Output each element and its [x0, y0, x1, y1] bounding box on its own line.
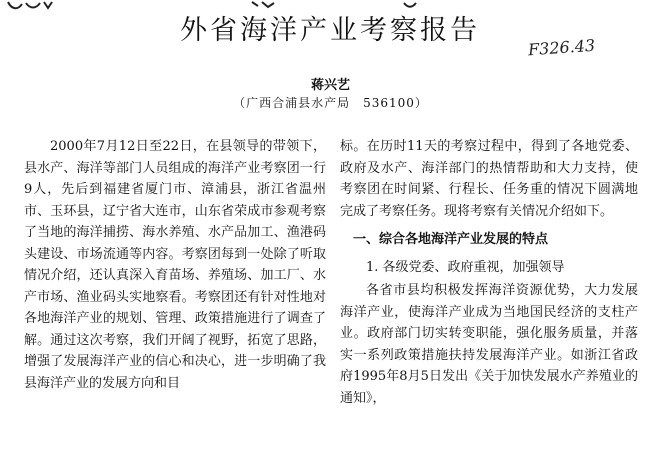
left-column — [24, 136, 326, 394]
handwritten-call-number: F326.43 — [527, 35, 596, 60]
article-title: 外省海洋产业考察报告 — [180, 15, 480, 46]
body-paragraph-1-start: 2000年7月12日至22日，在县领导的带领下，县水产、海洋等部门人员组成的海洋产业考察团一行9人，先后到福建省厦门市、漳浦县，浙江省温州市、玉环县，辽宁省大连市，山东省荣成市参观考察了当地的海洋捕捞、海水养殖、水产品加工、渔港码头建设、市场流通等内容。考察团每到一处除了听取情况介绍，还认真深入育苗场、养殖场、加工厂、水产市场、渔业码头实地察看。考察团还有针对性地对各地海洋产业的规划、管理、政策措施进行了调查了解。通过这次考察，我们开阔了视野，拓宽了思路，增强了发展海洋产业的信心和决心，进一步明确了我县海洋产业的发展方向和目 — [24, 139, 326, 391]
subsection-heading: 1. 各级党委、政府重视，加强领导 — [366, 259, 565, 275]
body-paragraph-1-end: 标。在历时11天的考察过程中，得到了各地党委、政府及水产、海洋部门的热情帮助和大力支持，使考察团在时间紧、行程长、任务重的情况下圆满地完成了考察任务。现将考察有关情况介绍如下。 — [340, 139, 638, 219]
body-paragraph-2: 各省市县均积极发挥海洋资源优势，大力发展海洋产业，使海洋产业成为当地国民经济的支柱产业。政府部门切实转变职能，强化服务质量，并落实一系列政策措施扶持发展海洋产业。如浙江省政府1995年8月5日发出《关于加快发展水产养殖业的通知》， — [340, 283, 638, 406]
author-name: 蒋兴艺 — [310, 78, 350, 93]
section-heading: 一、综合各地海洋产业发展的特点 — [353, 232, 549, 247]
author-affiliation: （广西合浦县水产局 536100） — [233, 96, 428, 110]
right-column — [340, 136, 638, 409]
